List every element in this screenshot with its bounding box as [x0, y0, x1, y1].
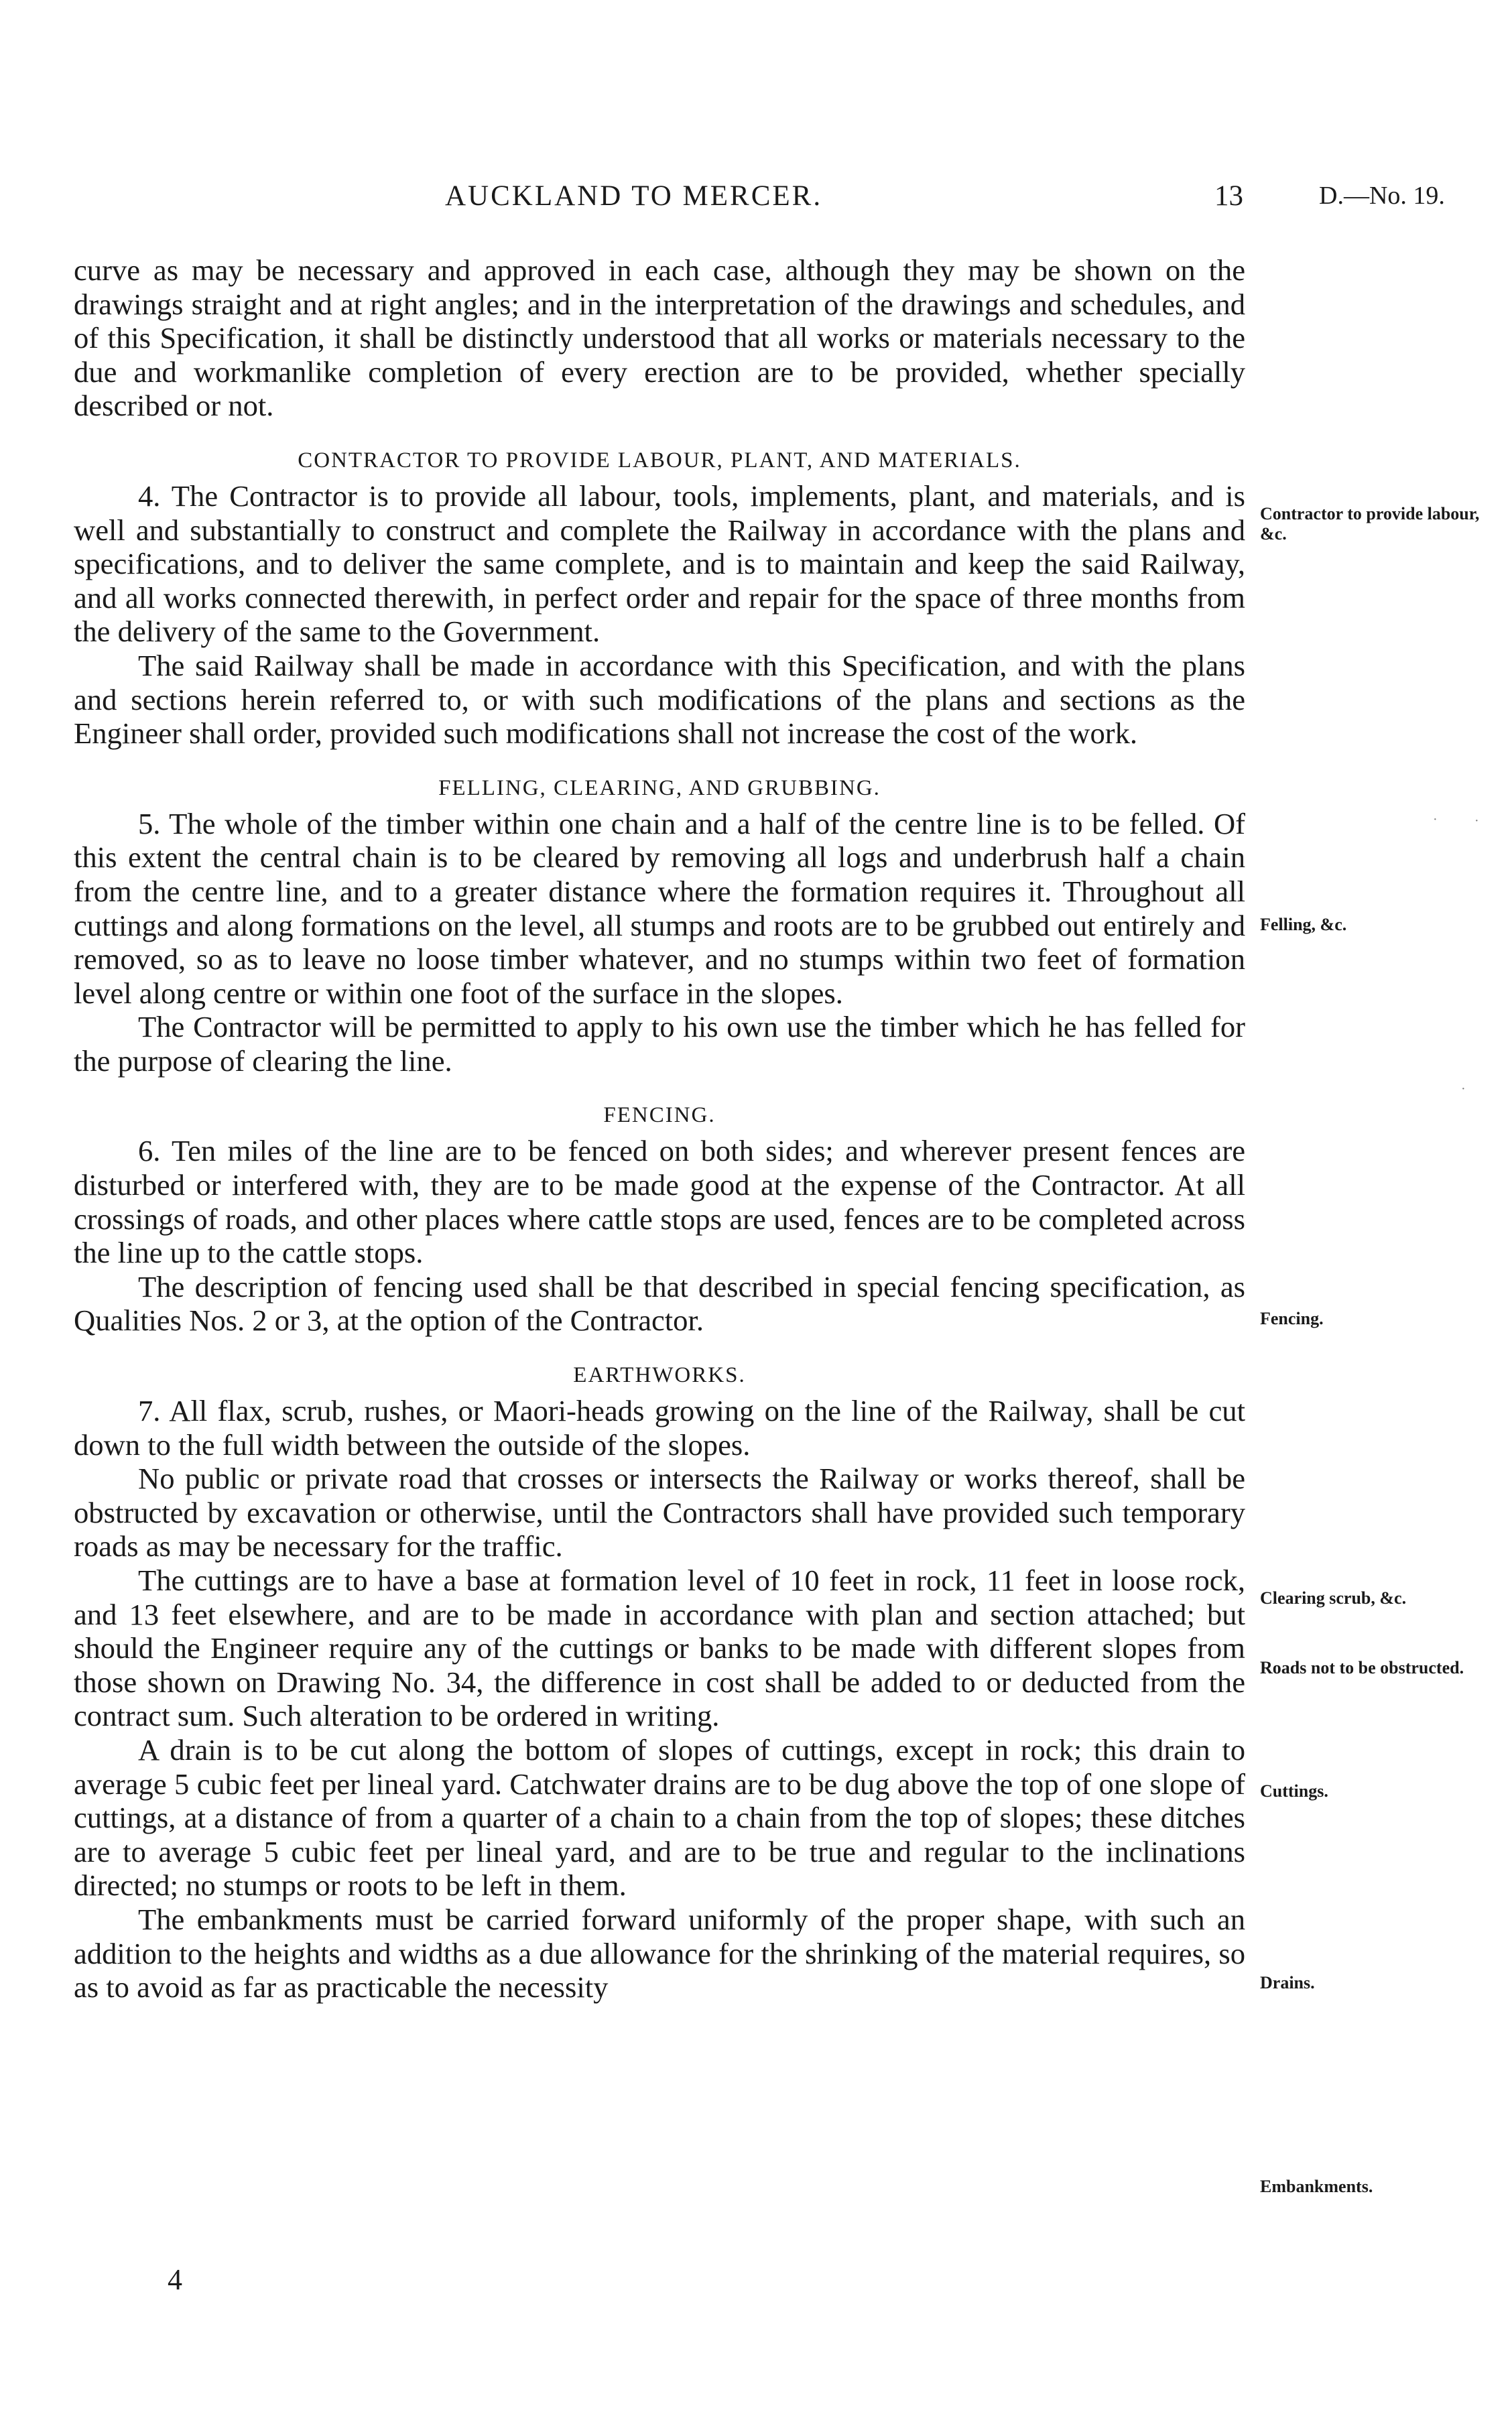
section-heading-felling: FELLING, CLEARING, AND GRUBBING. — [438, 775, 881, 800]
running-head-title: AUCKLAND TO MERCER. — [445, 180, 823, 212]
section-heading-fencing: FENCING. — [603, 1103, 716, 1128]
page-number: 13 — [1214, 180, 1243, 212]
marginal-note-clearing: Clearing scrub, &c. — [1260, 1588, 1407, 1608]
signature-mark: 4 — [168, 2263, 182, 2296]
paragraph-4: 4. The Contractor is to provide all labour, tools, implements, plant, and materials, and is well and substantially to construct and complete the Railway in accordance with the plans and specifications, and to deliver the same complete, and is to maintain and keep the said Railway, and all works connected therewith, in perfect order and repair for the space of three months from the delivery of the same to the Government. — [74, 479, 1245, 649]
section-heading-earthworks: EARTHWORKS. — [573, 1363, 746, 1388]
running-head — [0, 180, 1512, 220]
paragraph-7: 7. All flax, scrub, rushes, or Maori-heads growing on the line of the Railway, shall be cut down to the full width between the outside of the slopes. — [74, 1394, 1245, 1462]
paragraph-6-continued: The description of fencing used shall be that described in special fencing specification, as Qualities Nos. 2 or 3, at the option of the Contractor. — [74, 1269, 1245, 1338]
document-reference: D.—No. 19. — [1319, 182, 1445, 210]
intro-paragraph: curve as may be necessary and approved in each case, although they may be shown on the drawings straight and at right angles; and in the interpretation of the drawings and schedules, and of this Specification, it shall be distinctly understood that all works or materials necessary to the due and workmanlike completion of every erection are to be provided, whether specially described or not. — [74, 253, 1245, 423]
paragraph-4-continued: The said Railway shall be made in accordance with this Specification, and with the plans and sections herein referred to, or with such modifications of the plans and sections as the Engineer shall order, provided such modifications shall not increase the cost of the work. — [74, 648, 1245, 751]
marginal-note-cuttings: Cuttings. — [1260, 1781, 1328, 1801]
marginal-note-roads: Roads not to be obstructed. — [1260, 1658, 1464, 1677]
marginal-note-fencing: Fencing. — [1260, 1309, 1324, 1328]
scan-speck: · — [1461, 1082, 1466, 1096]
paragraph-5: 5. The whole of the timber within one chain and a half of the centre line is to be felled. Of this extent the central chain is to be cleared by removing all logs and underbrush half a chain from the centre line, and to a greater distance where the formation requires it. Throughout all cuttings and along formations on the level, all stumps and roots are to be grubbed out entirely and removed, so as to leave no loose timber whatever, and no stumps within two feet of formation level along centre or within one foot of the surface in the slopes. — [74, 806, 1245, 1010]
paragraph-roads: No public or private road that crosses or intersects the Railway or works thereof, shall be obstructed by excavation or otherwise, until the Contractors shall have provided such temporary roads as may be necessary for the traffic. — [74, 1462, 1245, 1564]
paragraph-6: 6. Ten miles of the line are to be fenced on both sides; and wherever present fences are disturbed or interfered with, they are to be made good at the expense of the Contractor. At all crossings of roads, and other places where cattle stops are used, fences are to be completed across the line up to the cattle stops. — [74, 1134, 1245, 1270]
marginal-note-felling: Felling, &c. — [1260, 915, 1347, 934]
marginal-note-drains: Drains. — [1260, 1973, 1315, 1992]
marginal-note-contractor: Contractor to provide labour, &c. — [1260, 504, 1480, 544]
paragraph-5-continued: The Contractor will be permitted to apply to his own use the timber which he has felled for the purpose of clearing the line. — [74, 1010, 1245, 1078]
paragraph-cuttings: The cuttings are to have a base at formation level of 10 feet in rock, 11 feet in loose rock, and 13 feet elsewhere, and are to be made in accordance with plan and section attached; but should the Engineer require any of the cuttings or banks to be made with different slopes from those shown on Drawing No. 34, the difference in cost shall be added to or deducted from the contract sum. Such alteration to be ordered in writing. — [74, 1564, 1245, 1733]
body-text — [74, 253, 1245, 2004]
scan-speck: · — [1433, 812, 1438, 827]
section-heading-contractor: CONTRACTOR TO PROVIDE LABOUR, PLANT, AND MATERIALS. — [298, 448, 1021, 472]
marginal-note-embankments: Embankments. — [1260, 2177, 1373, 2196]
paragraph-embankments: The embankments must be carried forward uniformly of the proper shape, with such an addition to the heights and widths as a due allowance for the shrinking of the material requires, so as to avoid as far as practicable the necessity — [74, 1902, 1245, 2004]
paragraph-drains: A drain is to be cut along the bottom of slopes of cuttings, except in rock; this drain to average 5 cubic feet per lineal yard. Catchwater drains are to be dug above the top of one slope of cuttings, at a distance of from a quarter of a chain to a chain from the top of slopes; these ditches are to average 5 cubic feet per lineal yard, and are to be true and regular to the inclinations directed; no stumps or roots to be left in them. — [74, 1732, 1245, 1903]
scan-speck: · — [1474, 814, 1479, 828]
